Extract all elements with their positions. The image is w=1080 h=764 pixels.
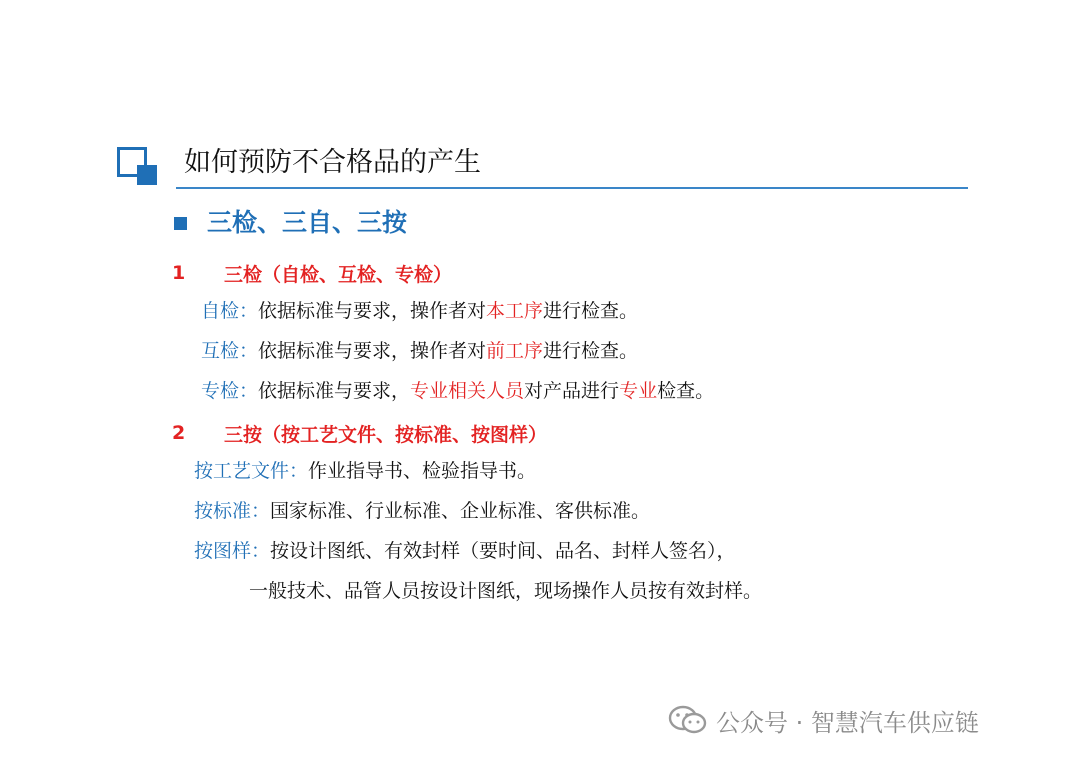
line-text: 进行检查。 — [543, 340, 639, 362]
watermark — [668, 700, 979, 740]
wechat-icon — [668, 705, 708, 735]
item-heading-2 — [172, 418, 547, 448]
item-heading-text: 三检（自检、互检、专检） — [224, 263, 453, 286]
line-text: 国家标准、行业标准、企业标准、客供标准。 — [270, 500, 651, 522]
title-divider — [176, 187, 968, 189]
line-label: 专检： — [201, 380, 259, 402]
line-text: 进行检查。 — [543, 300, 639, 322]
highlight-text: 前工序 — [486, 340, 544, 362]
square-bullet-icon — [174, 217, 187, 230]
item-number: 2 — [172, 422, 186, 444]
section-title: 三检、三自、三按 — [207, 208, 408, 237]
line-text: 依据标准与要求，操作者对 — [258, 300, 487, 322]
page-title: 如何预防不合格品的产生 — [184, 147, 481, 178]
title-square-icon — [117, 147, 159, 187]
highlight-text: 专业 — [619, 380, 658, 402]
line-label: 互检： — [201, 340, 259, 362]
highlight-text: 本工序 — [486, 300, 544, 322]
line-label: 按工艺文件： — [194, 460, 309, 482]
drawing-line-continuation: 一般技术、品管人员按设计图纸，现场操作人员按有效封样。 — [249, 580, 763, 602]
self-check-line — [201, 296, 638, 326]
line-text: 对产品进行 — [524, 380, 620, 402]
mutual-check-line — [201, 336, 638, 366]
item-heading-1 — [172, 258, 452, 288]
line-text: 依据标准与要求， — [258, 380, 411, 402]
line-text: 按设计图纸、有效封样（要时间、品名、封样人签名）， — [270, 540, 736, 562]
process-doc-line — [194, 456, 536, 486]
item-heading-text: 三按（按工艺文件、按标准、按图样） — [224, 423, 548, 446]
line-label: 自检： — [201, 300, 259, 322]
line-text: 作业指导书、检验指导书。 — [308, 460, 537, 482]
line-label: 按图样： — [194, 540, 271, 562]
line-label: 按标准： — [194, 500, 271, 522]
highlight-text: 专业相关人员 — [410, 380, 525, 402]
line-text: 检查。 — [657, 380, 715, 402]
standard-line — [194, 496, 650, 526]
watermark-text: 公众号 · 智慧汽车供应链 — [716, 708, 979, 737]
line-text: 依据标准与要求，操作者对 — [258, 340, 487, 362]
item-number: 1 — [172, 262, 186, 284]
special-check-line — [201, 376, 714, 406]
drawing-line — [194, 536, 736, 566]
section-heading — [174, 203, 407, 243]
